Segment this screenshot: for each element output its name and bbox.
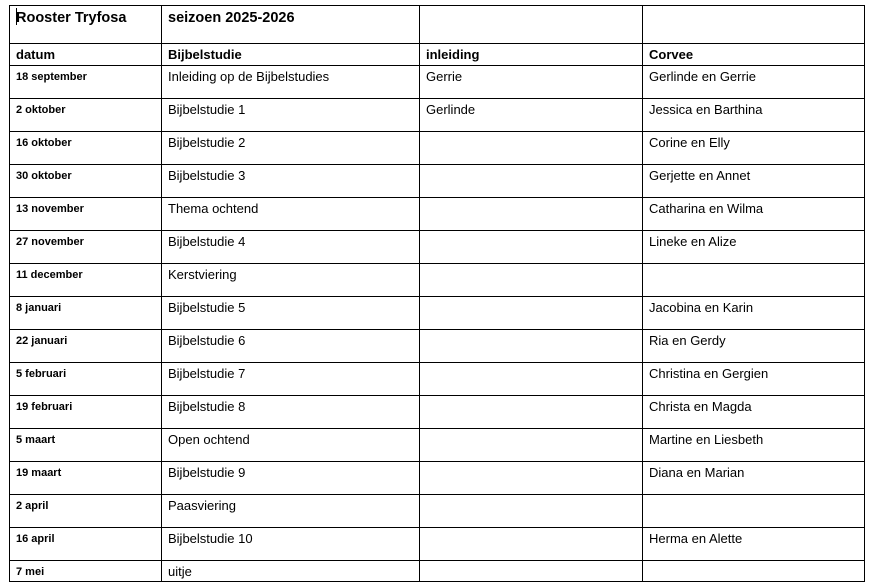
datum-cell-text: 19 februari xyxy=(16,401,73,413)
title-row xyxy=(10,6,865,44)
bijbelstudie-cell-text: Bijbelstudie 2 xyxy=(168,135,246,150)
bijbelstudie-cell-text: Bijbelstudie 4 xyxy=(168,234,246,249)
datum-cell[interactable] xyxy=(10,297,162,330)
inleiding-cell-text xyxy=(426,198,642,201)
datum-cell[interactable] xyxy=(10,165,162,198)
corvee-cell[interactable] xyxy=(643,264,865,297)
season-cell[interactable] xyxy=(162,6,420,44)
corvee-cell[interactable] xyxy=(643,561,865,582)
corvee-cell-text xyxy=(649,264,864,267)
bijbelstudie-cell[interactable] xyxy=(162,429,420,462)
datum-cell-text: 2 oktober xyxy=(16,104,66,116)
corvee-cell-text: Lineke en Alize xyxy=(649,234,737,249)
datum-cell-text: 22 januari xyxy=(16,335,68,347)
inleiding-cell[interactable] xyxy=(420,330,643,363)
datum-cell[interactable] xyxy=(10,264,162,297)
corvee-cell[interactable] xyxy=(643,99,865,132)
bijbelstudie-cell[interactable] xyxy=(162,231,420,264)
bijbelstudie-cell-text: Bijbelstudie 3 xyxy=(168,168,246,183)
corvee-cell[interactable] xyxy=(643,462,865,495)
table-row xyxy=(10,198,865,231)
datum-cell[interactable] xyxy=(10,462,162,495)
bijbelstudie-cell-text: Bijbelstudie 6 xyxy=(168,333,246,348)
datum-cell-text: 27 november xyxy=(16,236,84,248)
datum-cell[interactable] xyxy=(10,66,162,99)
inleiding-cell[interactable] xyxy=(420,99,643,132)
header-datum[interactable]: datum xyxy=(10,44,162,66)
inleiding-cell-text xyxy=(426,396,642,399)
inleiding-cell-text xyxy=(426,528,642,531)
corvee-cell-text: Jacobina en Karin xyxy=(649,300,754,315)
inleiding-cell-text xyxy=(426,462,642,465)
inleiding-cell[interactable] xyxy=(420,429,643,462)
bijbelstudie-cell[interactable] xyxy=(162,363,420,396)
datum-cell-text: 13 november xyxy=(16,203,84,215)
bijbelstudie-cell[interactable] xyxy=(162,198,420,231)
empty-title-cell[interactable] xyxy=(420,6,643,44)
inleiding-cell[interactable] xyxy=(420,363,643,396)
corvee-cell-text: Catharina en Wilma xyxy=(649,201,764,216)
inleiding-cell-text xyxy=(426,363,642,366)
bijbelstudie-cell-text: Bijbelstudie 7 xyxy=(168,366,246,381)
table-row xyxy=(10,462,865,495)
bijbelstudie-cell[interactable] xyxy=(162,297,420,330)
header-corvee[interactable]: Corvee xyxy=(643,44,865,66)
datum-cell-text: 11 december xyxy=(16,269,83,281)
bijbelstudie-cell[interactable] xyxy=(162,165,420,198)
inleiding-cell[interactable] xyxy=(420,66,643,99)
inleiding-cell[interactable] xyxy=(420,396,643,429)
datum-cell[interactable] xyxy=(10,561,162,582)
table-row xyxy=(10,231,865,264)
corvee-cell-text xyxy=(649,495,864,498)
table-row xyxy=(10,495,865,528)
document-title: Rooster Tryfosa xyxy=(16,10,127,26)
inleiding-cell-text: Gerlinde xyxy=(426,102,476,117)
inleiding-cell-text xyxy=(426,297,642,300)
bijbelstudie-cell[interactable] xyxy=(162,132,420,165)
table-row xyxy=(10,363,865,396)
inleiding-cell[interactable] xyxy=(420,561,643,582)
bijbelstudie-cell[interactable] xyxy=(162,528,420,561)
inleiding-cell-text xyxy=(426,495,642,498)
datum-cell-text: 16 oktober xyxy=(16,137,72,149)
datum-cell[interactable] xyxy=(10,363,162,396)
datum-cell[interactable] xyxy=(10,528,162,561)
inleiding-cell[interactable] xyxy=(420,528,643,561)
bijbelstudie-cell-text: Bijbelstudie 8 xyxy=(168,399,246,414)
bijbelstudie-cell-text: Bijbelstudie 10 xyxy=(168,531,253,546)
bijbelstudie-cell[interactable] xyxy=(162,99,420,132)
table-row xyxy=(10,396,865,429)
corvee-cell[interactable] xyxy=(643,429,865,462)
table-row xyxy=(10,297,865,330)
bijbelstudie-cell[interactable] xyxy=(162,462,420,495)
table-row xyxy=(10,429,865,462)
corvee-cell-text: Gerlinde en Gerrie xyxy=(649,69,756,84)
bijbelstudie-cell-text: uitje xyxy=(168,564,192,579)
corvee-cell-text: Christa en Magda xyxy=(649,399,752,414)
datum-cell[interactable] xyxy=(10,330,162,363)
datum-cell-text: 5 februari xyxy=(16,368,67,380)
datum-cell-text: 2 april xyxy=(16,500,49,512)
datum-cell-text: 7 mei xyxy=(16,566,45,578)
corvee-cell-text: Jessica en Barthina xyxy=(649,102,763,117)
corvee-cell[interactable] xyxy=(643,132,865,165)
bijbelstudie-cell-text: Inleiding op de Bijbelstudies xyxy=(168,69,330,84)
corvee-cell-text: Martine en Liesbeth xyxy=(649,432,764,447)
table-row xyxy=(10,330,865,363)
inleiding-cell[interactable] xyxy=(420,231,643,264)
table-row xyxy=(10,264,865,297)
corvee-cell[interactable] xyxy=(643,198,865,231)
corvee-cell[interactable] xyxy=(643,165,865,198)
corvee-cell[interactable] xyxy=(643,330,865,363)
datum-cell-text: 30 oktober xyxy=(16,170,72,182)
bijbelstudie-cell[interactable] xyxy=(162,396,420,429)
table-row xyxy=(10,165,865,198)
bijbelstudie-cell-text: Paasviering xyxy=(168,498,236,513)
datum-cell-text: 16 april xyxy=(16,533,55,545)
datum-cell[interactable] xyxy=(10,231,162,264)
datum-cell[interactable] xyxy=(10,132,162,165)
bijbelstudie-cell-text: Thema ochtend xyxy=(168,201,259,216)
header-inleiding[interactable]: inleiding xyxy=(420,44,643,66)
inleiding-cell-text xyxy=(426,264,642,267)
table-row xyxy=(10,561,865,582)
datum-cell-text: 18 september xyxy=(16,71,87,83)
bijbelstudie-cell-text: Bijbelstudie 1 xyxy=(168,102,246,117)
season-label: seizoen 2025-2026 xyxy=(168,10,295,26)
corvee-cell[interactable] xyxy=(643,528,865,561)
corvee-cell[interactable] xyxy=(643,297,865,330)
inleiding-cell-text xyxy=(426,165,642,168)
schedule-table xyxy=(9,5,865,582)
corvee-cell-text: Ria en Gerdy xyxy=(649,333,726,348)
corvee-cell-text: Corine en Elly xyxy=(649,135,730,150)
datum-cell[interactable] xyxy=(10,495,162,528)
datum-cell[interactable] xyxy=(10,99,162,132)
inleiding-cell[interactable] xyxy=(420,495,643,528)
bijbelstudie-cell[interactable] xyxy=(162,264,420,297)
inleiding-cell-text xyxy=(426,330,642,333)
datum-cell[interactable] xyxy=(10,198,162,231)
datum-cell-text: 5 maart xyxy=(16,434,56,446)
inleiding-cell-text xyxy=(426,561,642,564)
datum-cell[interactable] xyxy=(10,429,162,462)
datum-cell-text: 8 januari xyxy=(16,302,62,314)
inleiding-cell[interactable] xyxy=(420,264,643,297)
inleiding-cell[interactable] xyxy=(420,132,643,165)
corvee-cell-text: Herma en Alette xyxy=(649,531,743,546)
bijbelstudie-cell[interactable] xyxy=(162,561,420,582)
corvee-cell[interactable] xyxy=(643,231,865,264)
inleiding-cell-text: Gerrie xyxy=(426,69,463,84)
bijbelstudie-cell-text: Bijbelstudie 5 xyxy=(168,300,246,315)
inleiding-cell-text xyxy=(426,429,642,432)
empty-title-cell[interactable] xyxy=(643,6,865,44)
datum-cell[interactable] xyxy=(10,396,162,429)
bijbelstudie-cell-text: Kerstviering xyxy=(168,267,237,282)
title-cell[interactable] xyxy=(10,6,162,44)
corvee-cell[interactable] xyxy=(643,396,865,429)
table-row xyxy=(10,132,865,165)
inleiding-cell[interactable] xyxy=(420,165,643,198)
corvee-cell[interactable] xyxy=(643,495,865,528)
corvee-cell-text: Christina en Gergien xyxy=(649,366,769,381)
inleiding-cell[interactable] xyxy=(420,198,643,231)
bijbelstudie-cell[interactable] xyxy=(162,330,420,363)
table-row xyxy=(10,528,865,561)
corvee-cell-text: Diana en Marian xyxy=(649,465,745,480)
corvee-cell-text: Gerjette en Annet xyxy=(649,168,751,183)
inleiding-cell-text xyxy=(426,132,642,135)
table-row xyxy=(10,66,865,99)
bijbelstudie-cell-text: Open ochtend xyxy=(168,432,250,447)
table-row xyxy=(10,99,865,132)
bijbelstudie-cell-text: Bijbelstudie 9 xyxy=(168,465,246,480)
bijbelstudie-cell[interactable] xyxy=(162,66,420,99)
inleiding-cell[interactable] xyxy=(420,462,643,495)
bijbelstudie-cell[interactable] xyxy=(162,495,420,528)
inleiding-cell[interactable] xyxy=(420,297,643,330)
corvee-cell[interactable] xyxy=(643,66,865,99)
inleiding-cell-text xyxy=(426,231,642,234)
header-bijbelstudie[interactable]: Bijbelstudie xyxy=(162,44,420,66)
header-row xyxy=(10,44,865,66)
corvee-cell[interactable] xyxy=(643,363,865,396)
datum-cell-text: 19 maart xyxy=(16,467,62,479)
corvee-cell-text xyxy=(649,561,864,564)
